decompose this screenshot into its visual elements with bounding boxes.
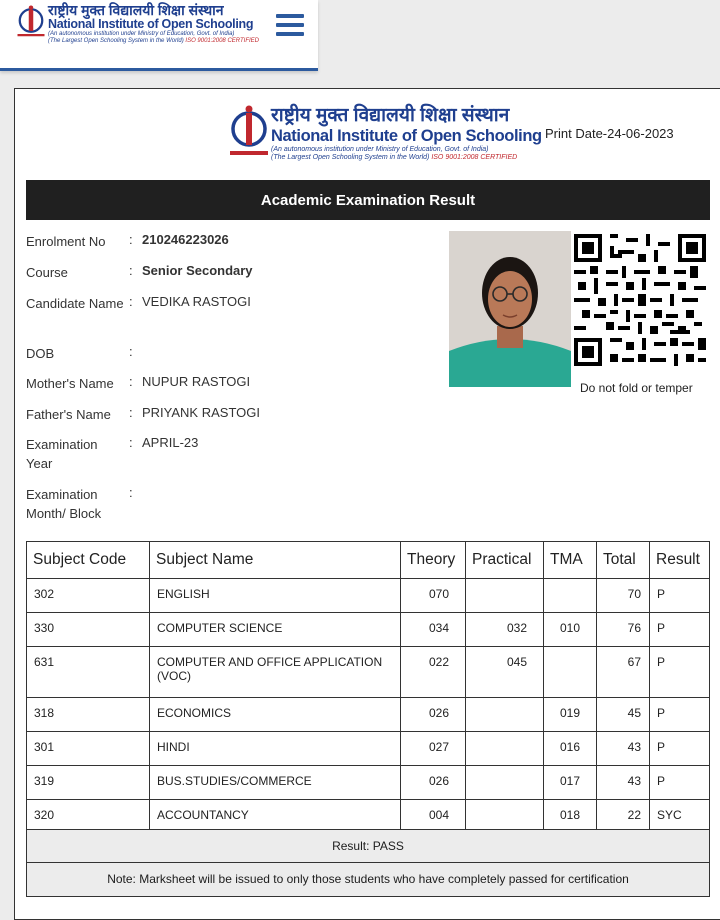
subject-name: HINDI — [150, 732, 401, 766]
theory-marks: 070 — [401, 579, 466, 613]
table-row — [27, 647, 710, 698]
course-value: Senior Secondary — [142, 263, 253, 278]
subject-name: BUS.STUDIES/COMMERCE — [150, 766, 401, 800]
result-summary: Result: PASS — [26, 829, 710, 863]
course-label: Course — [26, 265, 68, 280]
practical-marks — [466, 732, 544, 766]
subject-name: ENGLISH — [150, 579, 401, 613]
theory-marks: 022 — [401, 647, 466, 698]
mother-name-value: NUPUR RASTOGI — [142, 374, 251, 389]
nios-logo-icon — [229, 103, 269, 159]
total-marks: 22 — [597, 800, 650, 834]
practical-marks — [466, 698, 544, 732]
brand-subtitle-2: (The Largest Open Schooling System in the World) ISO 9001:2008 CERTIFIED — [48, 38, 259, 44]
tma-marks: 016 — [544, 732, 597, 766]
col-practical: Practical — [466, 542, 544, 579]
practical-marks: 032 — [466, 613, 544, 647]
sheet-brand-subtitle-2: (The Largest Open Schooling System in the World) ISO 9001:2008 CERTIFIED — [271, 154, 518, 161]
table-row — [27, 613, 710, 647]
subject-name: ACCOUNTANCY — [150, 800, 401, 834]
brand-english: National Institute of Open Schooling — [48, 17, 254, 31]
theory-marks: 004 — [401, 800, 466, 834]
tma-marks: 017 — [544, 766, 597, 800]
result-sheet: राष्ट्रीय मुक्त विद्यालयी शिक्षा संस्थान National Institute of Open Schooling (An autonomous institution under Ministry of Education, Govt. of India) (The Largest Open Schooling System in the World) ISO 9001:2008 CERTIFIED Print Date-24-06-2023 Academic Examination Result Enrolment No : 210246223026 Course : Senior Secondary Candidate Name : VEDIKA RASTOGI DOB : Mother's Name : NUPUR RASTOGI Father's Name : PRIYANK RASTOGI Examination Year : APRIL-23 Examination Month/ Block : Do not fold or temper Subject Code Subject Name Theory Practical TMA Total Result 302 ENGLISH 070 70 P 330 COMPUTER SCIENCE 034 032 010 76 P 631 COMPUTER AND OFFICE APPLICATION (VOC) 022 045 67 P 318 ECONOMICS 026 019 45 P 301 HINDI 027 016 43 P 319 BUS.STUDIES/COMMERCE 026 017 43 P 320 ACCOUNTANCY 004 018 22 SYC Result: PASS Note: Marksheet will be issued to only those students who have completely passed for certification — [14, 88, 720, 920]
practical-marks — [466, 766, 544, 800]
theory-marks: 034 — [401, 613, 466, 647]
dob-label: DOB — [26, 346, 55, 361]
father-name-value: PRIYANK RASTOGI — [142, 405, 260, 420]
subject-code: 319 — [27, 766, 150, 800]
sheet-brand — [271, 105, 542, 162]
table-row — [27, 766, 710, 800]
theory-marks: 026 — [401, 766, 466, 800]
subject-result: P — [650, 613, 710, 647]
table-row — [27, 579, 710, 613]
subject-code: 301 — [27, 732, 150, 766]
subject-name: COMPUTER SCIENCE — [150, 613, 401, 647]
col-subject-name: Subject Name — [150, 542, 401, 579]
practical-marks — [466, 579, 544, 613]
exam-year-value: APRIL-23 — [142, 435, 199, 450]
brand-subtitle: (An autonomous institution under Ministry of Education, Govt. of India) — [48, 31, 235, 37]
tma-marks: 010 — [544, 613, 597, 647]
tma-marks: 018 — [544, 800, 597, 834]
subject-code: 320 — [27, 800, 150, 834]
subject-code: 318 — [27, 698, 150, 732]
no-fold-note: Do not fold or temper — [580, 381, 693, 395]
col-subject-code: Subject Code — [27, 542, 150, 579]
exam-month-label: Examination Month/ Block — [26, 487, 102, 521]
nios-logo-icon[interactable] — [16, 4, 46, 40]
sheet-brand-subtitle: (An autonomous institution under Ministry of Education, Govt. of India) — [271, 146, 489, 153]
practical-marks: 045 — [466, 647, 544, 698]
col-total: Total — [597, 542, 650, 579]
subject-result: P — [650, 732, 710, 766]
tma-marks — [544, 579, 597, 613]
marks-table — [26, 541, 710, 834]
print-date: Print Date-24-06-2023 — [545, 126, 674, 141]
subject-name: COMPUTER AND OFFICE APPLICATION (VOC) — [150, 647, 401, 698]
certification-note: Note: Marksheet will be issued to only those students who have completely passed for certification — [26, 863, 710, 897]
page-title: Academic Examination Result — [26, 180, 710, 220]
site-brand[interactable] — [48, 2, 259, 45]
enrolment-value: 210246223026 — [142, 232, 229, 247]
col-theory: Theory — [401, 542, 466, 579]
tma-marks — [544, 647, 597, 698]
subject-result: P — [650, 579, 710, 613]
theory-marks: 027 — [401, 732, 466, 766]
candidate-name-value: VEDIKA RASTOGI — [142, 294, 251, 309]
site-header — [0, 0, 318, 71]
candidate-name-label: Candidate Name — [26, 296, 124, 311]
exam-year-label: Examination Year — [26, 437, 98, 471]
table-row — [27, 698, 710, 732]
subject-result: SYC — [650, 800, 710, 834]
col-result: Result — [650, 542, 710, 579]
total-marks: 70 — [597, 579, 650, 613]
total-marks: 67 — [597, 647, 650, 698]
theory-marks: 026 — [401, 698, 466, 732]
subject-result: P — [650, 698, 710, 732]
subject-name: ECONOMICS — [150, 698, 401, 732]
subject-result: P — [650, 766, 710, 800]
col-tma: TMA — [544, 542, 597, 579]
total-marks: 45 — [597, 698, 650, 732]
total-marks: 43 — [597, 766, 650, 800]
subject-code: 330 — [27, 613, 150, 647]
total-marks: 76 — [597, 613, 650, 647]
father-name-label: Father's Name — [26, 407, 111, 422]
subject-result: P — [650, 647, 710, 698]
total-marks: 43 — [597, 732, 650, 766]
sheet-brand-hindi: राष्ट्रीय मुक्त विद्यालयी शिक्षा संस्थान — [271, 105, 510, 126]
brand-hindi: राष्ट्रीय मुक्त विद्यालयी शिक्षा संस्थान — [48, 2, 224, 18]
subject-code: 302 — [27, 579, 150, 613]
qr-code-icon — [574, 234, 706, 366]
tma-marks: 019 — [544, 698, 597, 732]
sheet-brand-english: National Institute of Open Schooling — [271, 127, 542, 145]
menu-icon[interactable] — [276, 14, 304, 40]
enrolment-label: Enrolment No — [26, 234, 106, 249]
mother-name-label: Mother's Name — [26, 376, 114, 391]
subject-code: 631 — [27, 647, 150, 698]
table-row — [27, 732, 710, 766]
candidate-photo — [449, 231, 571, 387]
table-header-row — [27, 542, 710, 579]
